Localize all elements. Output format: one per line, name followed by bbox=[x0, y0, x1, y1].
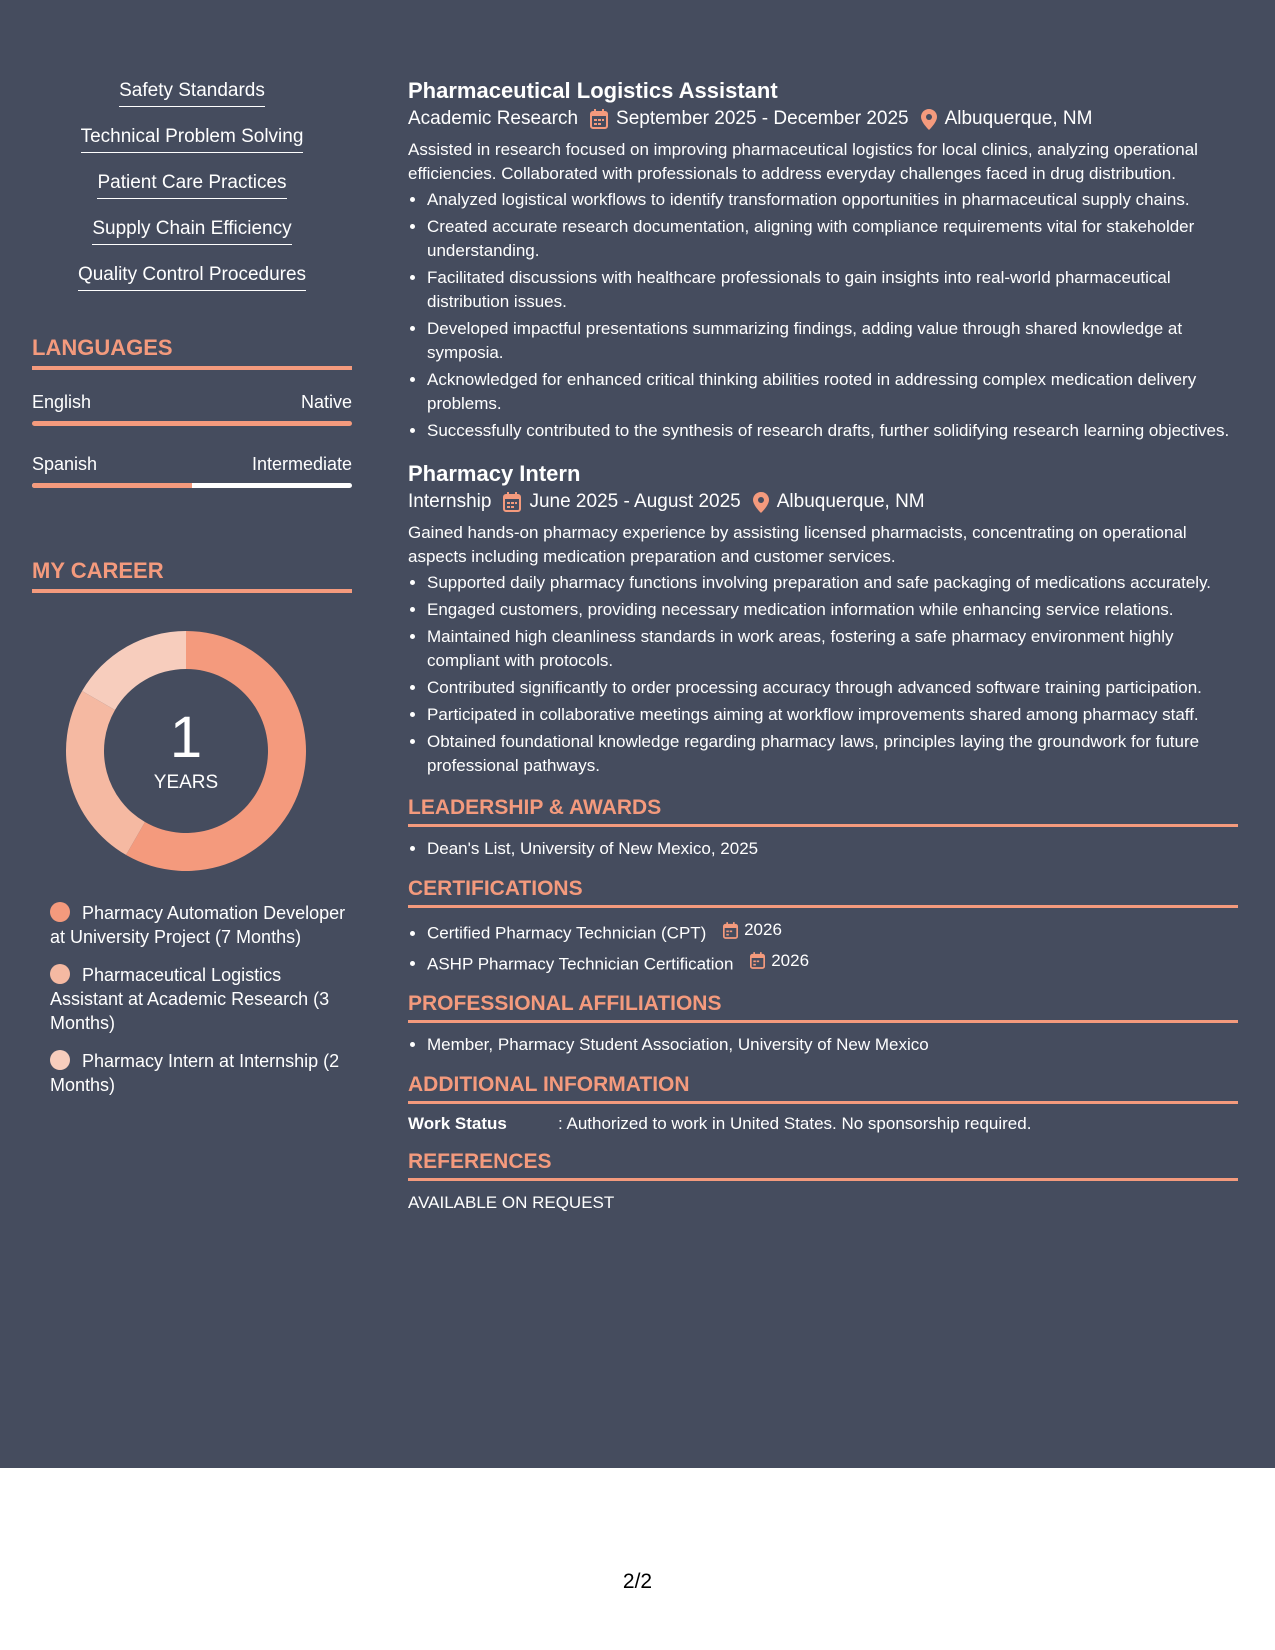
work-status-value: : Authorized to work in United States. No sponsorship required. bbox=[558, 1114, 1032, 1133]
language-item bbox=[32, 392, 352, 426]
skill-label: Supply Chain Efficiency bbox=[92, 218, 291, 245]
job-location: Albuquerque, NM bbox=[944, 108, 1093, 129]
experience-entry bbox=[408, 78, 1238, 443]
location-pin-icon bbox=[921, 109, 937, 130]
job-bullets bbox=[408, 571, 1238, 778]
certification-item bbox=[427, 918, 1238, 946]
legend-label: Pharmacy Automation Developer at University Project (7 Months) bbox=[50, 903, 346, 947]
languages-section bbox=[32, 335, 352, 488]
career-total-unit: YEARS bbox=[153, 772, 219, 793]
job-description: Assisted in research focused on improving pharmaceutical logistics for local clinics, analyzing operational efficiencies. Collaborated with professionals to address everyday challenges faced in drug distribution. bbox=[408, 140, 1198, 183]
work-status-row bbox=[408, 1114, 1238, 1134]
skill-label: Quality Control Procedures bbox=[78, 264, 306, 291]
additional-info-section bbox=[408, 1073, 1238, 1134]
page-number: 2/2 bbox=[622, 1570, 653, 1593]
certification-year: 2026 bbox=[771, 950, 810, 970]
language-bar bbox=[32, 421, 352, 426]
career-heading: MY CAREER bbox=[32, 558, 352, 593]
job-meta bbox=[408, 491, 1238, 513]
sidebar bbox=[32, 80, 352, 1111]
references-heading: REFERENCES bbox=[408, 1150, 1238, 1181]
job-dates: June 2025 - August 2025 bbox=[529, 491, 741, 512]
calendar-icon bbox=[750, 952, 765, 969]
work-status-label: Work Status bbox=[408, 1114, 507, 1133]
skill-label: Patient Care Practices bbox=[97, 172, 286, 199]
skills-list bbox=[32, 80, 352, 291]
job-bullet: • Supported daily pharmacy functions involving preparation and safe packaging of medications accurately. bbox=[427, 571, 1238, 595]
language-item bbox=[32, 454, 352, 488]
language-name: Spanish bbox=[32, 454, 98, 474]
legend-dot bbox=[50, 902, 70, 922]
references-section bbox=[408, 1150, 1238, 1213]
skill-item bbox=[32, 172, 352, 199]
career-total-number: 1 bbox=[169, 705, 203, 770]
leadership-section bbox=[408, 796, 1238, 861]
job-bullet: • Successfully contributed to the synthesis of research drafts, further solidifying research learning objectives. bbox=[427, 419, 1238, 443]
job-bullet: • Participated in collaborative meetings aiming at workflow improvements shared among pharmacy staff. bbox=[427, 703, 1238, 727]
job-bullet: • Facilitated discussions with healthcare professionals to gain insights into real-world pharmaceutical distribution issues. bbox=[427, 266, 1238, 314]
leadership-item: • Dean's List, University of New Mexico, 2025 bbox=[427, 837, 1238, 861]
calendar-icon bbox=[503, 492, 521, 512]
references-text: AVAILABLE ON REQUEST bbox=[408, 1193, 615, 1212]
job-bullet: • Analyzed logistical workflows to identify transformation opportunities in pharmaceutical supply chains. bbox=[427, 188, 1238, 212]
skill-item bbox=[32, 80, 352, 107]
legend-dot bbox=[50, 964, 70, 984]
skill-label: Safety Standards bbox=[119, 80, 265, 107]
career-donut-chart bbox=[66, 631, 306, 871]
legend-dot bbox=[50, 1050, 70, 1070]
certification-year: 2026 bbox=[744, 920, 782, 939]
skill-label: Technical Problem Solving bbox=[81, 126, 304, 153]
job-description: Gained hands-on pharmacy experience by assisting licensed pharmacists, concentrating on operational aspects including medication preparation and customer services. bbox=[408, 523, 1187, 566]
job-bullets bbox=[408, 188, 1238, 443]
career-legend-item bbox=[50, 1049, 352, 1097]
leadership-heading: LEADERSHIP & AWARDS bbox=[408, 796, 1238, 827]
main-content bbox=[408, 78, 1238, 1229]
career-legend bbox=[32, 901, 352, 1097]
language-level: Native bbox=[300, 392, 352, 412]
additional-info-heading: ADDITIONAL INFORMATION bbox=[408, 1073, 1238, 1104]
certifications-heading: CERTIFICATIONS bbox=[408, 877, 1238, 908]
skill-item bbox=[32, 126, 352, 153]
language-name: English bbox=[32, 392, 92, 412]
career-legend-item bbox=[50, 901, 352, 949]
job-title: Pharmacy Intern bbox=[408, 461, 581, 486]
job-bullet: • Maintained high cleanliness standards in work areas, fostering a safe pharmacy environment highly compliant with protocols. bbox=[427, 625, 1238, 673]
job-bullet: • Acknowledged for enhanced critical thinking abilities rooted in addressing complex medication delivery problems. bbox=[427, 368, 1238, 416]
job-organization: Academic Research bbox=[408, 108, 579, 129]
language-level: Intermediate bbox=[251, 454, 352, 474]
certification-item bbox=[427, 949, 1238, 977]
certifications-section bbox=[408, 877, 1238, 976]
job-bullet: • Contributed significantly to order processing accuracy through advanced software training participation. bbox=[427, 676, 1238, 700]
skill-item bbox=[32, 218, 352, 245]
job-title: Pharmaceutical Logistics Assistant bbox=[408, 78, 778, 103]
job-bullet: • Created accurate research documentation, aligning with compliance requirements vital for stakeholder understanding. bbox=[427, 215, 1238, 263]
affiliations-section bbox=[408, 992, 1238, 1057]
calendar-icon bbox=[723, 922, 738, 939]
calendar-icon bbox=[590, 109, 608, 129]
certification-name: ASHP Pharmacy Technician Certification bbox=[427, 954, 734, 973]
job-dates: September 2025 - December 2025 bbox=[616, 108, 909, 129]
experience-entry bbox=[408, 461, 1238, 778]
job-bullet: • Developed impactful presentations summarizing findings, adding value through shared knowledge at symposia. bbox=[427, 317, 1238, 365]
career-section bbox=[32, 558, 352, 1097]
language-bar-fill bbox=[32, 421, 352, 426]
job-meta bbox=[408, 108, 1238, 130]
job-bullet: • Engaged customers, providing necessary medication information while enhancing service relations. bbox=[427, 598, 1238, 622]
skill-item bbox=[32, 264, 352, 291]
affiliations-heading: PROFESSIONAL AFFILIATIONS bbox=[408, 992, 1238, 1023]
job-bullet: • Obtained foundational knowledge regarding pharmacy laws, principles laying the groundwork for future professional pathways. bbox=[427, 730, 1238, 778]
language-bar bbox=[32, 483, 352, 488]
legend-label: Pharmacy Intern at Internship (2 Months) bbox=[50, 1051, 340, 1095]
career-legend-item bbox=[50, 963, 352, 1035]
job-location: Albuquerque, NM bbox=[776, 491, 925, 512]
affiliation-item: • Member, Pharmacy Student Association, University of New Mexico bbox=[427, 1033, 1238, 1057]
job-organization: Internship bbox=[408, 491, 492, 512]
language-bar-fill bbox=[32, 483, 192, 488]
certification-name: Certified Pharmacy Technician (CPT) bbox=[427, 923, 707, 943]
legend-label: Pharmaceutical Logistics Assistant at Academic Research (3 Months) bbox=[50, 965, 330, 1033]
languages-heading: LANGUAGES bbox=[32, 335, 352, 370]
location-pin-icon bbox=[753, 492, 769, 513]
